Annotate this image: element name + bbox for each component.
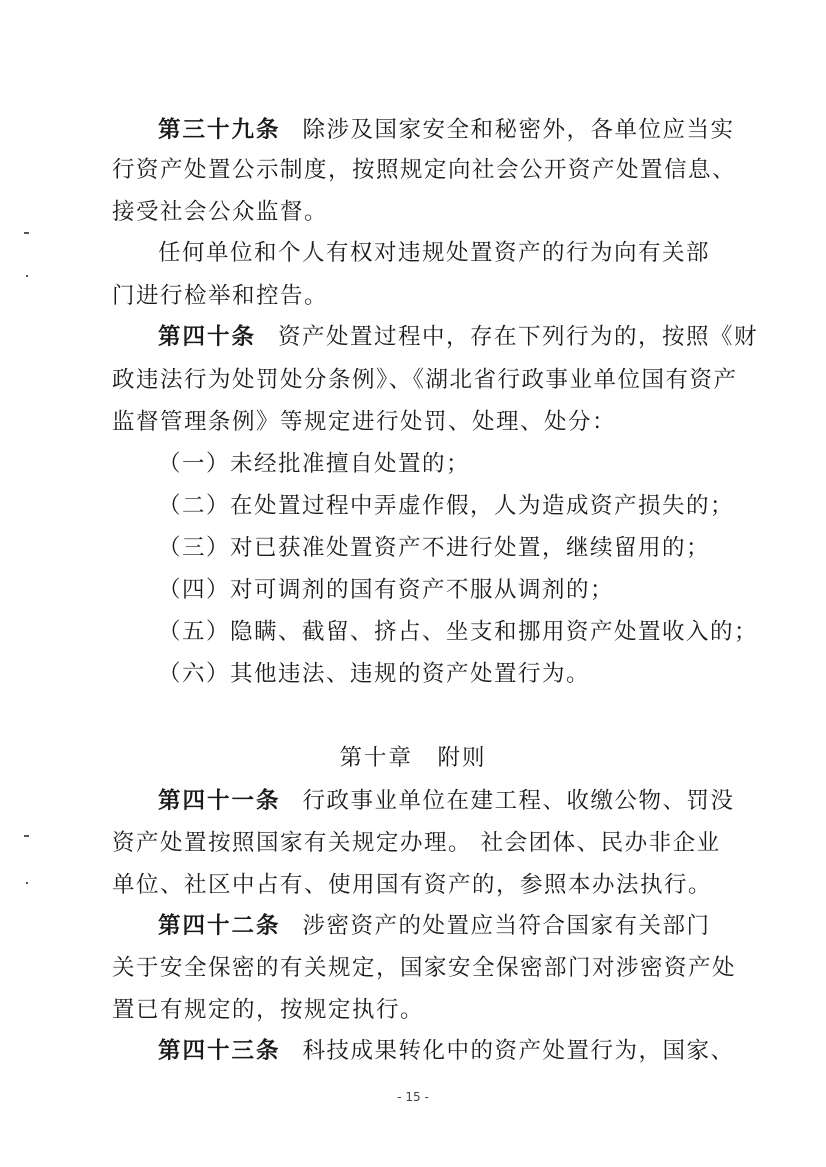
article-41-line-3: 单位、社区中占有、使用国有资产的，参照本办法执行。 <box>112 872 713 898</box>
article-43-title: 第四十三条 <box>158 1038 281 1064</box>
article-40-item: （二）在处置过程中弄虚作假，人为造成资产损失的； <box>158 493 735 519</box>
article-40-item: （四）对可调剂的国有资产不服从调剂的； <box>158 577 615 603</box>
article-40-text-1: 资产处置过程中，存在下列行为的，按照《财 <box>278 324 759 350</box>
article-43-line-1 <box>158 1036 735 1066</box>
article-40-item: （三）对已获准处置资产不进行处置，继续留用的； <box>158 535 711 561</box>
article-42-line-1 <box>158 911 711 941</box>
margin-mark <box>24 232 29 234</box>
article-39-para2-line-2: 门进行检举和控告。 <box>112 283 329 309</box>
article-43-text-1: 科技成果转化中的资产处置行为，国家、 <box>302 1038 735 1064</box>
article-42-line-3: 置已有规定的，按规定执行。 <box>112 997 425 1023</box>
article-39-line-1 <box>158 115 735 145</box>
article-41-title: 第四十一条 <box>158 788 281 814</box>
article-41-text-1: 行政事业单位在建工程、收缴公物、罚没 <box>302 788 735 814</box>
article-42-line-2: 关于安全保密的有关规定，国家安全保密部门对涉密资产处 <box>112 955 737 981</box>
page-number: - 15 - <box>397 1090 429 1104</box>
margin-mark <box>26 882 28 884</box>
chapter-heading: 第十章 附则 <box>339 745 487 771</box>
article-39-line-2: 行资产处置公示制度，按照规定向社会公开资产处置信息、 <box>112 157 737 183</box>
article-40-item: （一）未经批准擅自处置的； <box>158 451 471 477</box>
article-40-item: （六）其他违法、违规的资产处置行为。 <box>158 661 591 687</box>
article-39-line-3: 接受社会公众监督。 <box>112 199 329 225</box>
margin-mark <box>26 275 28 277</box>
article-40-line-3: 监督管理条例》等规定进行处罚、处理、处分： <box>112 409 617 435</box>
article-42-title: 第四十二条 <box>158 913 281 939</box>
article-40-item: （五）隐瞒、截留、挤占、坐支和挪用资产处置收入的； <box>158 619 759 645</box>
article-41-line-1 <box>158 786 735 816</box>
article-39-title: 第三十九条 <box>158 117 281 143</box>
article-40-line-1 <box>158 322 759 352</box>
article-40-title: 第四十条 <box>158 324 257 350</box>
article-42-text-1: 涉密资产的处置应当符合国家有关部门 <box>302 913 711 939</box>
article-40-line-2: 政违法行为处罚处分条例》、《湖北省行政事业单位国有资产 <box>112 367 738 393</box>
margin-mark <box>24 835 29 837</box>
article-39-text-1: 除涉及国家安全和秘密外，各单位应当实 <box>302 117 735 143</box>
article-41-line-2: 资产处置按照国家有关规定办理。 社会团体、民办非企业 <box>112 830 721 856</box>
article-39-para2-line-1: 任何单位和个人有权对违规处置资产的行为向有关部 <box>158 240 711 266</box>
